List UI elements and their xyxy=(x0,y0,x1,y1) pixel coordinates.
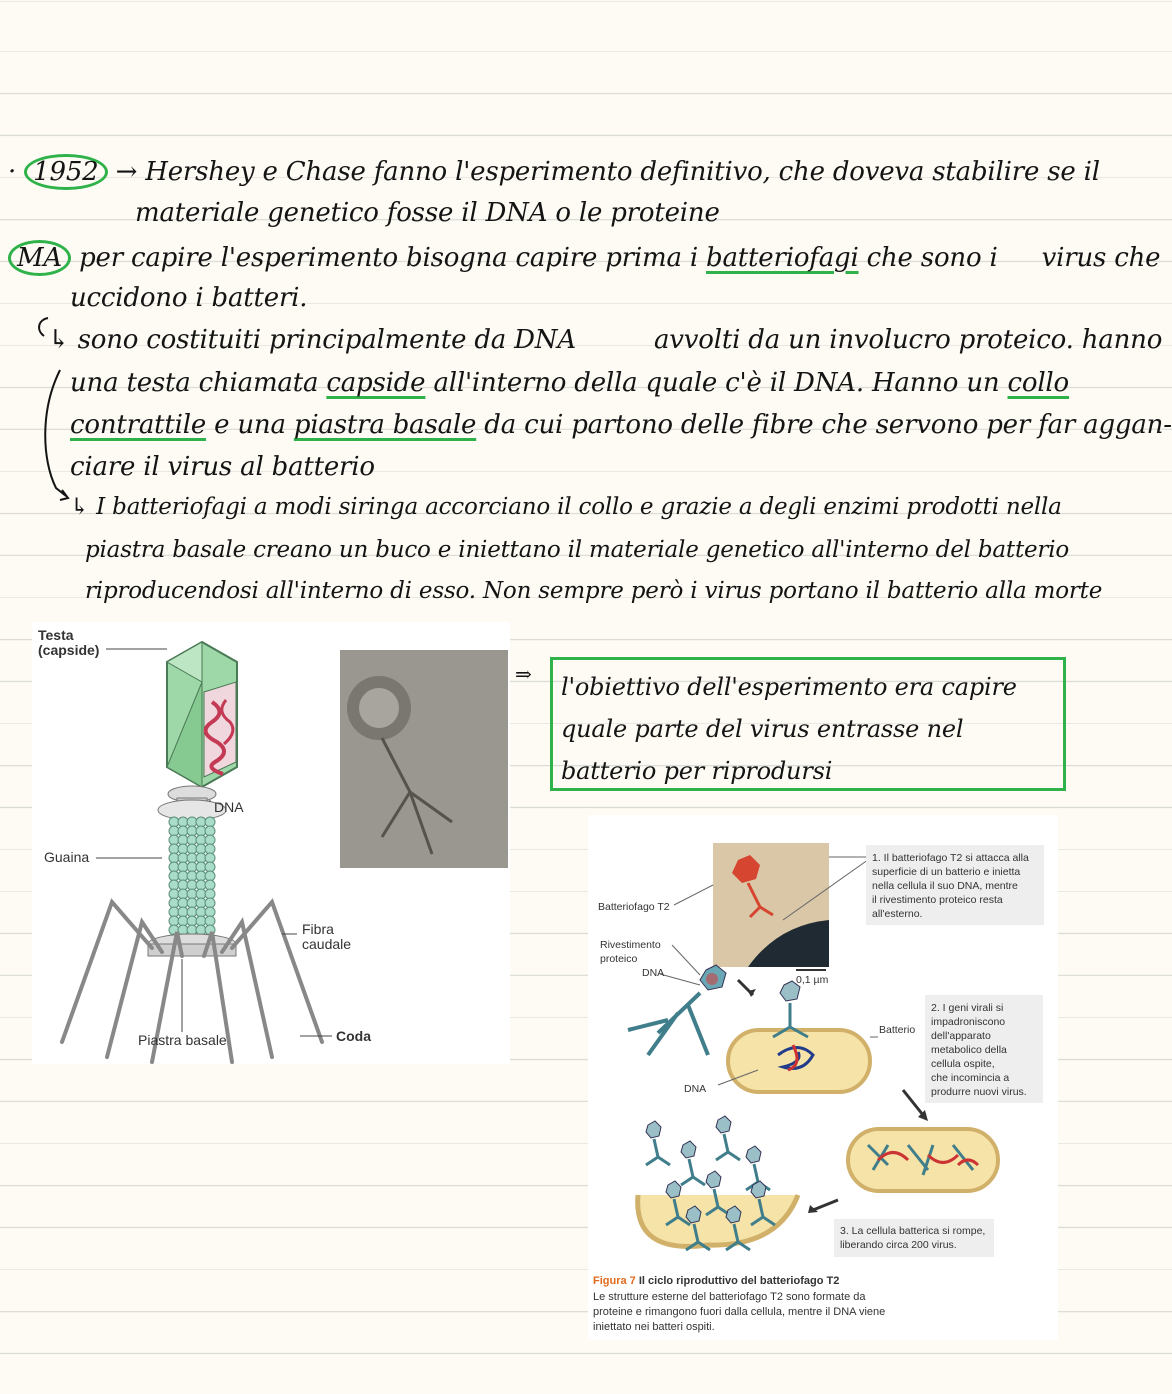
note-text-3b: che sono i xyxy=(866,243,998,273)
caption-line-1: Le strutture esterne del batteriofago T2 sono formate da xyxy=(593,1291,866,1303)
step-2-line-1: 2. I geni virali si xyxy=(931,1002,1004,1014)
note-text-10: piastra basale creano un buco e iniettano il materiale genetico all'interno del batterio xyxy=(85,537,1070,563)
objective-text: l'obiettivo dell'esperimento era capire quale parte del virus entrasse nel batterio per riprodursi xyxy=(561,673,1017,785)
step-1-line-2: superficie di un batterio e inietta xyxy=(872,866,1021,878)
highlight-batteriofagi: batteriofagi xyxy=(706,243,859,273)
note-line-8 xyxy=(70,452,1080,482)
highlight-capside: capside xyxy=(326,368,426,398)
figure-label: Figura 7 xyxy=(593,1275,636,1287)
highlight-collo: collo xyxy=(1007,368,1069,398)
figure-title: Il ciclo riproduttivo del batteriofago T2 xyxy=(638,1275,840,1287)
note-text-8: ciare il virus al batterio xyxy=(70,452,375,482)
note-text-3c: virus che xyxy=(1041,243,1161,273)
label-fibra: Fibra xyxy=(302,921,334,937)
step-2-line-2: impadroniscono xyxy=(931,1016,1006,1028)
figure-caption-title-line xyxy=(593,1274,839,1288)
label-dna-2: DNA xyxy=(684,1083,707,1095)
note-line-7 xyxy=(70,410,1172,440)
arrow-to-box: ⇒ xyxy=(515,662,532,686)
step-2-line-6: che incomincia a xyxy=(931,1072,1010,1084)
label-caudale: caudale xyxy=(302,936,352,952)
step-3-line-2: liberando circa 200 virus. xyxy=(840,1239,957,1251)
note-text-9: ↳ I batteriofagi a modi siringa accorciano il collo e grazie a degli enzimi prodotti nella xyxy=(70,494,1062,520)
note-line-11 xyxy=(85,578,1103,604)
ma-circle: MA xyxy=(8,240,71,276)
note-text-3a: per capire l'esperimento bisogna capire prima i xyxy=(79,243,698,273)
objective-box xyxy=(550,657,1066,791)
note-text-6b: all'interno della quale c'è il DNA. Hanno un xyxy=(433,368,1000,398)
note-line-2 xyxy=(135,198,1080,228)
note-line-9 xyxy=(70,494,1080,520)
caption-line-2: proteine e rimangono fuori dalla cellula, mentre il DNA viene xyxy=(593,1306,886,1318)
note-text-5a: ↳ sono costituiti principalmente da DNA xyxy=(48,325,576,355)
step-1-line-3: nella cellula il suo DNA, mentre xyxy=(872,880,1018,892)
label-rivestimento: Rivestimento xyxy=(600,939,661,951)
note-line-4 xyxy=(70,283,1080,313)
label-proteico: proteico xyxy=(600,953,638,965)
step-1-line-1: 1. Il batteriofago T2 si attacca alla xyxy=(872,852,1029,864)
step-3-box xyxy=(834,1219,994,1257)
reproduction-cycle-panel xyxy=(588,815,1058,1340)
step-1-line-4: il rivestimento proteico resta xyxy=(872,894,1003,906)
caption-line-3: iniettato nei batteri ospiti. xyxy=(593,1321,715,1333)
note-text-4: uccidono i batteri. xyxy=(70,283,308,313)
bracket-decoration xyxy=(20,310,80,510)
phage-structure-drawing xyxy=(32,622,510,1064)
label-coda: Coda xyxy=(336,1028,371,1044)
label-testa: Testa xyxy=(38,627,74,643)
step-2-line-4: metabolico della xyxy=(931,1044,1007,1056)
note-text-11: riproducendosi all'interno di esso. Non sempre però i virus portano il batterio alla morte xyxy=(85,578,1103,604)
step-1-line-5: all'esterno. xyxy=(872,908,923,920)
step-2-box xyxy=(925,995,1043,1103)
note-line-3 xyxy=(8,240,1161,276)
year-circle: 1952 xyxy=(24,154,107,190)
step-3-line-1: 3. La cellula batterica si rompe, xyxy=(840,1225,986,1237)
label-piastra-basale: Piastra basale xyxy=(138,1032,227,1048)
label-batterio: Batterio xyxy=(879,1024,916,1036)
note-text-6a: una testa chiamata xyxy=(70,368,319,398)
label-scale: 0,1 µm xyxy=(796,974,829,986)
label-guaina: Guaina xyxy=(44,849,90,865)
highlight-piastra: piastra basale xyxy=(293,410,477,440)
label-dna: DNA xyxy=(214,799,244,815)
label-capside: (capside) xyxy=(38,642,100,658)
note-text-7a: e una xyxy=(214,410,286,440)
step-1-box xyxy=(866,845,1044,925)
step-2-line-3: dell'apparato xyxy=(931,1030,991,1042)
step-2-line-5: cellula ospite, xyxy=(931,1058,995,1070)
note-text-7b: da cui partono delle fibre che servono per far aggan- xyxy=(484,410,1172,440)
label-batteriofago: Batteriofago T2 xyxy=(598,901,670,913)
note-line-1: · 1952 → Hershey e Chase fanno l'esperimento definitivo, che doveva stabilire se il xyxy=(8,154,1080,190)
note-text-5b: avvolti da un involucro proteico. hanno xyxy=(653,325,1163,355)
note-line-5 xyxy=(48,325,1163,355)
step-2-line-7: produrre nuovi virus. xyxy=(931,1086,1027,1098)
note-line-10 xyxy=(85,537,1080,563)
phage-structure-panel xyxy=(32,622,510,1064)
label-dna-1: DNA xyxy=(642,967,665,979)
note-line-6 xyxy=(70,368,1080,398)
note-text-1: → Hershey e Chase fanno l'esperimento definitivo, che doveva stabilire se il xyxy=(115,157,1100,187)
highlight-contrattile: contrattile xyxy=(70,410,207,440)
note-text-2: materiale genetico fosse il DNA o le proteine xyxy=(135,198,720,228)
